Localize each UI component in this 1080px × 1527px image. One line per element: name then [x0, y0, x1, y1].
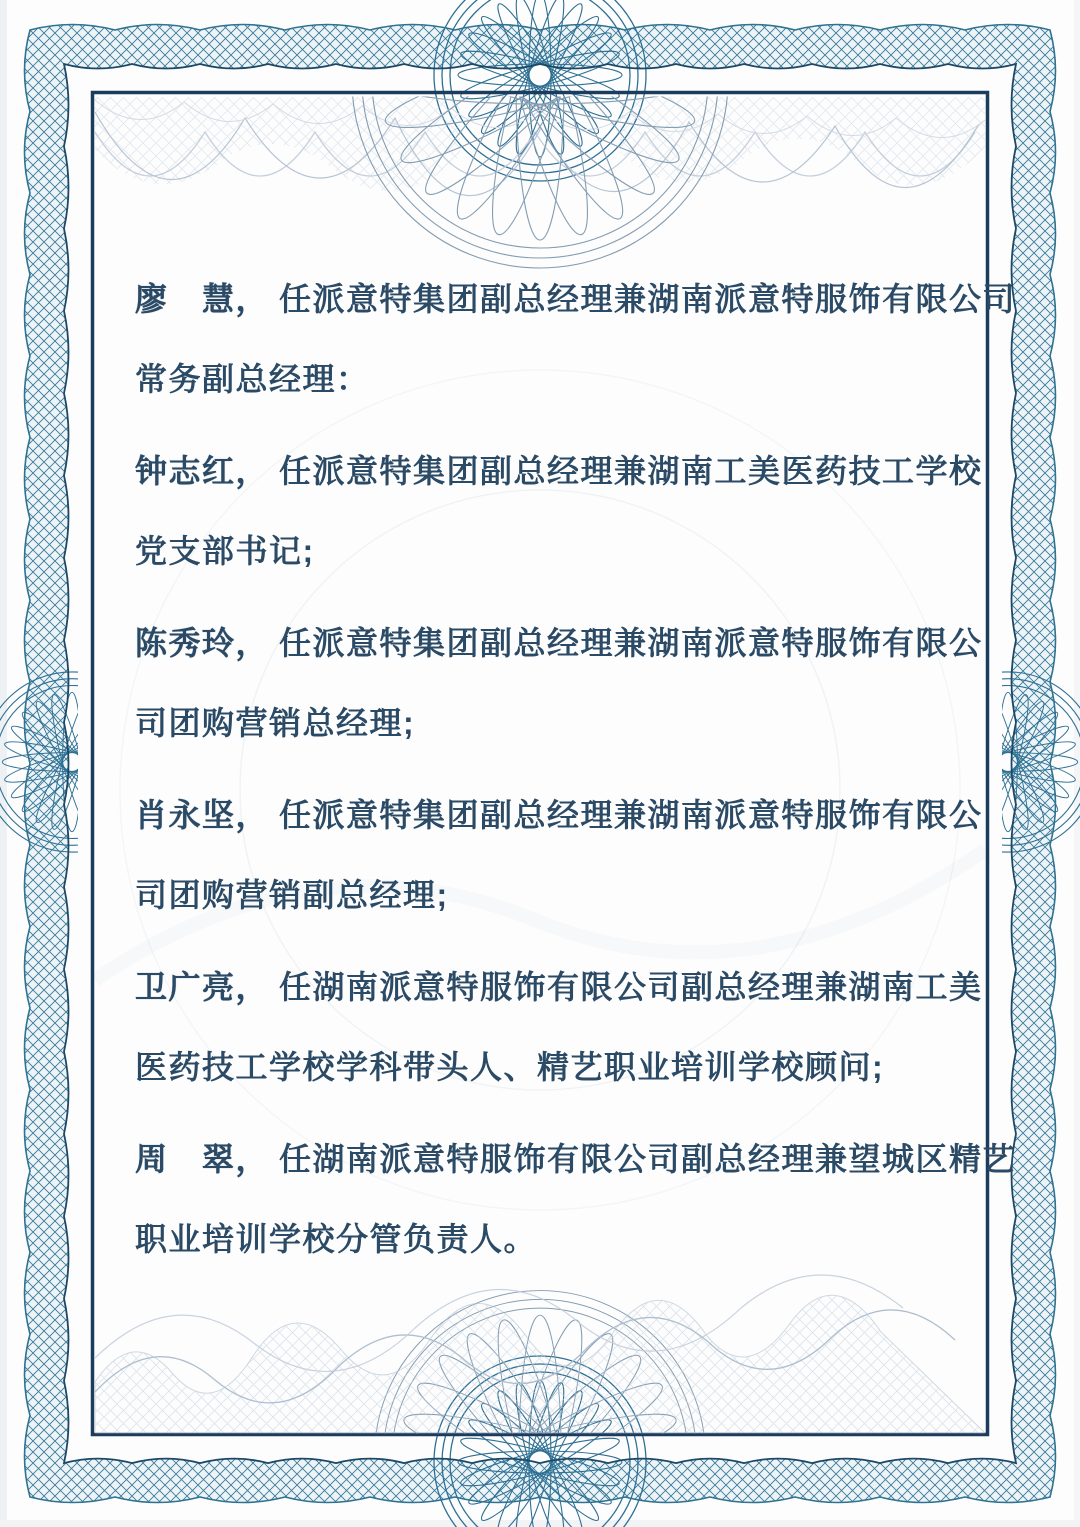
appointment-line [135, 1027, 971, 1107]
appointment-entry [135, 431, 983, 591]
appointment-text: 任派意特集团副总经理兼湖南派意特服饰有限公司 [279, 281, 1017, 317]
appointment-text: 司团购营销副总经理; [135, 877, 449, 913]
appointments-text-block [135, 259, 1017, 1279]
person-name: 卫广亮， [135, 969, 270, 1005]
person-name: 肖永坚， [135, 797, 270, 833]
appointment-line [135, 259, 1017, 339]
appointment-line [135, 603, 983, 683]
person-name: 钟志红， [135, 453, 270, 489]
appointment-line [135, 1119, 1017, 1199]
person-name: 周 翠， [135, 1141, 270, 1177]
appointment-entry [135, 259, 1017, 419]
appointment-text: 司团购营销总经理; [135, 705, 416, 741]
appointment-text: 医药技工学校学科带头人、精艺职业培训学校顾问; [135, 1049, 885, 1085]
appointment-line [135, 775, 983, 855]
appointment-text: 任派意特集团副总经理兼湖南派意特服饰有限公 [279, 625, 983, 661]
appointment-entry [135, 603, 983, 763]
appointment-line [135, 511, 971, 591]
appointment-text: 任湖南派意特服饰有限公司副总经理兼湖南工美 [279, 969, 983, 1005]
appointment-entry [135, 947, 983, 1107]
appointment-text: 任派意特集团副总经理兼湖南工美医药技工学校 [279, 453, 983, 489]
appointment-line [135, 947, 983, 1027]
appointment-line [135, 683, 971, 763]
appointment-text: 常务副总经理： [135, 361, 370, 397]
appointment-entry [135, 775, 983, 935]
appointment-text: 党支部书记; [135, 533, 315, 569]
appointment-text: 任派意特集团副总经理兼湖南派意特服饰有限公 [279, 797, 983, 833]
appointment-line [135, 1199, 971, 1279]
appointment-line [135, 431, 983, 511]
appointment-line [135, 339, 971, 419]
appointment-text: 职业培训学校分管负责人。 [135, 1221, 538, 1257]
appointment-line [135, 855, 971, 935]
person-name: 陈秀玲， [135, 625, 270, 661]
person-name: 廖 慧， [135, 281, 270, 317]
appointment-text: 任湖南派意特服饰有限公司副总经理兼望城区精艺 [279, 1141, 1017, 1177]
appointment-entry [135, 1119, 1017, 1279]
